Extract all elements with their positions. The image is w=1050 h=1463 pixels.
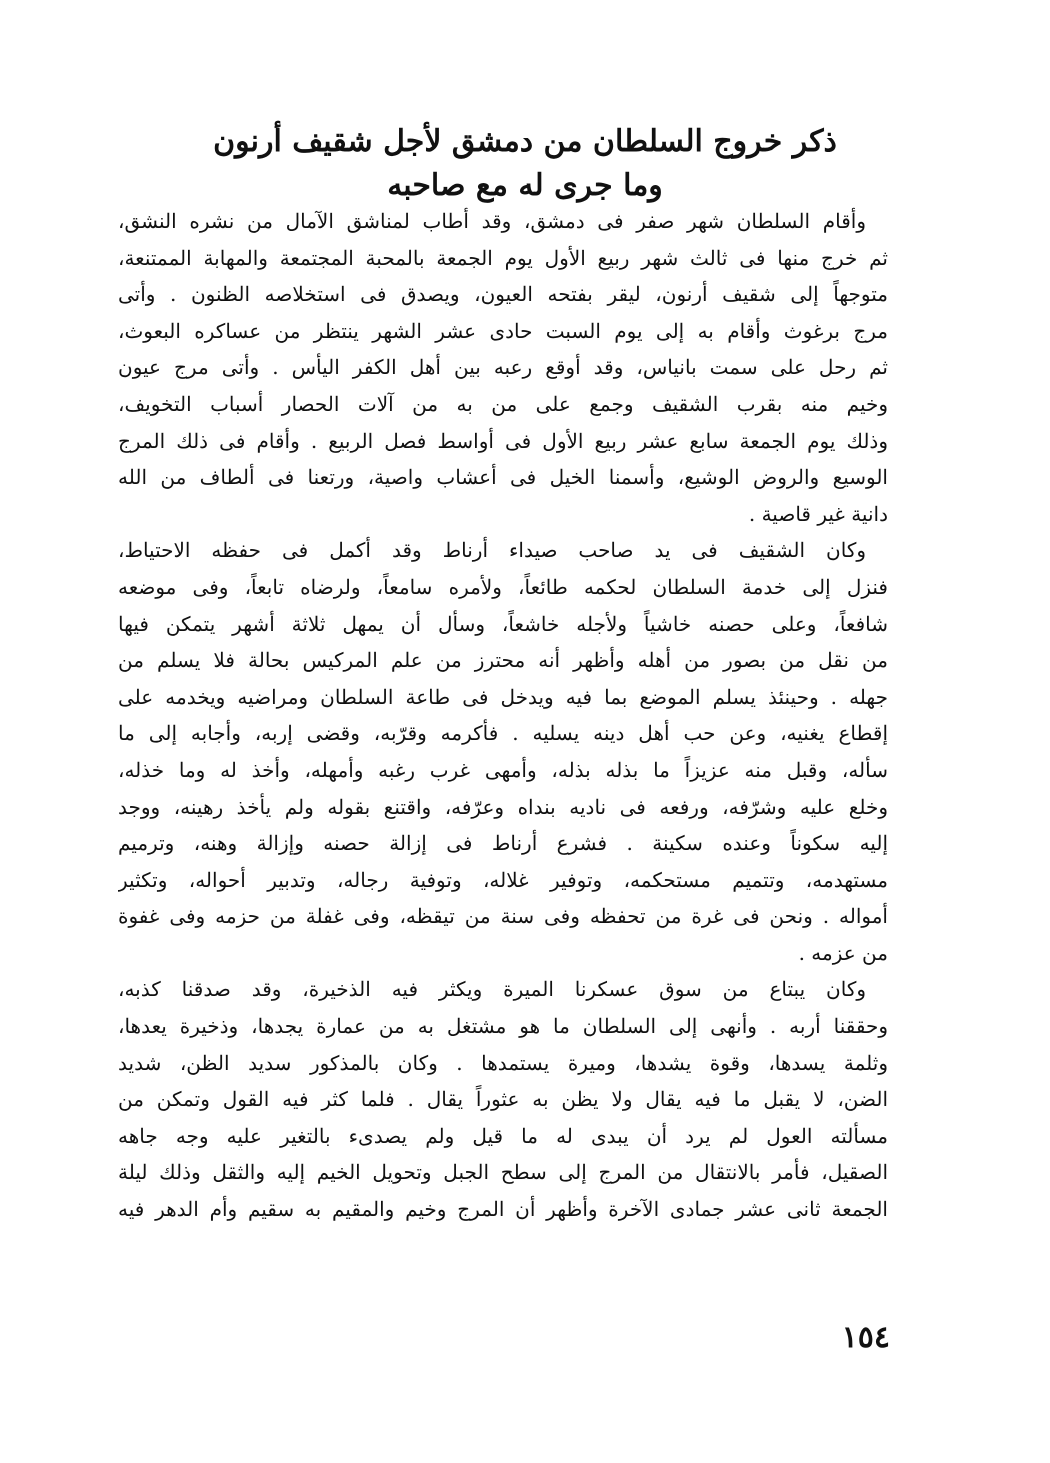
text-line: وثلمة يسدها، وقوة يشدها، وميرة يستمدها . وكان بالمذكور سديد الظن، شديد <box>118 1050 888 1075</box>
text-line: وذلك يوم الجمعة سابع عشر ربيع الأول فى أواسط فصل الربيع . وأقام فى ذلك المرج <box>118 428 888 453</box>
text-line: دانية غير قاصية . <box>748 501 888 526</box>
text-line: سأله، وقبل منه عزيزاً ما بذله بذله، وأمهى غرب رغبه وأمهله، وأخذ له وما خذله، <box>118 757 888 782</box>
text-line: الوسيع والروض الوشيع، وأسمنا الخيل فى أعشاب واصية، ورتعنا فى ألطاف من الله <box>118 465 888 490</box>
text-line: وحققنا أربه . وأنهى إلى السلطان ما هو مشتغل به من عمارة يجدها، وذخيرة يعدها، <box>118 1014 888 1039</box>
text-line: إليه سكوناً وعنده سكينة . فشرع أرناط فى إزالة حصنه وإزالة وهنه، وترميم <box>118 831 888 856</box>
text-line: من نقل من بصور من أهله وأظهر أنه محترز من علم المركيس بحالة فلا يسلم من <box>118 648 888 673</box>
text-line: أمواله . ونحن فى غرة من تحفظه وفى سنة من تيقظه، وفى غفلة من حزمه وفى غفوة <box>118 904 888 929</box>
text-line: وكان يبتاع من سوق عسكرنا الميرة ويكثر فيه الذخيرة، وقد صدقنا كذبه، <box>118 977 866 1002</box>
text-line: شافعاً، وعلى حصنه خاشياً ولأجله خاشعاً، وسأل أن يمهل ثلاثة أشهر يتمكن فيها <box>118 611 888 636</box>
body-text <box>118 203 888 1228</box>
heading-line-1: ذكر خروج السلطان من دمشق لأجل شقيف أرنون <box>213 124 837 159</box>
text-line: وخيم منه بقرب الشقيف وجمع على من به من آلات الحصار أسباب التخويف، <box>118 391 888 416</box>
paragraph-2 <box>118 532 888 971</box>
text-line: جهله . وحينئذ يسلم الموضع بما فيه ويدخل فى طاعة السلطان ومراضيه ويخدمه على <box>118 684 888 709</box>
text-line: إقطاع يغنيه، وعن حب أهل دينه يسليه . فأكرمه وقرّبه، وقضى إربه، وأجابه إلى ما <box>118 721 888 746</box>
text-line: متوجهاً إلى شقيف أرنون، ليقر بفتحه العيون، ويصدق فى استخلاصه الظنون . وأتى <box>118 282 888 307</box>
text-line: فنزل إلى خدمة السلطان لحكمه طائعاً، ولأمره سامعاً، ولرضاه تابعاً، وفى موضعه <box>118 574 888 599</box>
paragraph-3 <box>118 971 888 1227</box>
heading-line-2: وما جرى له مع صاحبه <box>387 168 663 203</box>
text-line: وأقام السلطان شهر صفر فى دمشق، وقد أطاب لمناشق الآمال من نشره النشق، <box>118 209 866 233</box>
text-line: مرج برغوث وأقام به إلى يوم السبت حادى عشر الشهر ينتظر من عساكره البعوث، <box>118 318 888 343</box>
text-line: مستهدمه، وتتميم مستحكمه، وتوفير غلاله، وتوفية رجاله، وتدبير أحواله، وتكثير <box>118 867 888 892</box>
chapter-heading <box>120 120 930 208</box>
text-line: الصقيل، فأمر بالانتقال من المرج إلى سطح الجبل وتحويل الخيم إليه والثقل وذلك ليلة <box>118 1160 888 1185</box>
paragraph-1 <box>118 203 888 532</box>
text-line: مسألته العول لم يرد أن يبدى له ما قيل ولم يصدىء بالتغير عليه وجه جاهه <box>118 1123 888 1148</box>
text-line: الضن، لا يقبل ما فيه يقال ولا يظن به عثوراً يقال . فلما كثر فيه القول وتمكن من <box>118 1087 888 1112</box>
text-line: وخلع عليه وشرّفه، ورفعه فى ناديه بنداه وعرّفه، واقتنع بقوله ولم يأخذ رهينه، ووجد <box>118 794 888 819</box>
text-line: وكان الشقيف فى يد صاحب صيداء أرناط وقد أكمل فى حفظه الاحتياط، <box>118 538 866 563</box>
text-line: ثم رحل على سمت بانياس، وقد أوقع رعبه بين أهل الكفر اليأس . وأتى مرج عيون <box>118 355 888 380</box>
text-line: الجمعة ثانى عشر جمادى الآخرة وأظهر أن المرج وخيم والمقيم به سقيم وأم الدهر فيه <box>118 1197 888 1222</box>
page-number: ١٥٤ <box>841 1320 890 1355</box>
text-line: من عزمه . <box>798 940 888 965</box>
text-line: ثم خرج منها فى ثالث شهر ربيع الأول يوم الجمعة بالمحبة المجتمعة والمهابة الممتنعة، <box>118 245 888 270</box>
